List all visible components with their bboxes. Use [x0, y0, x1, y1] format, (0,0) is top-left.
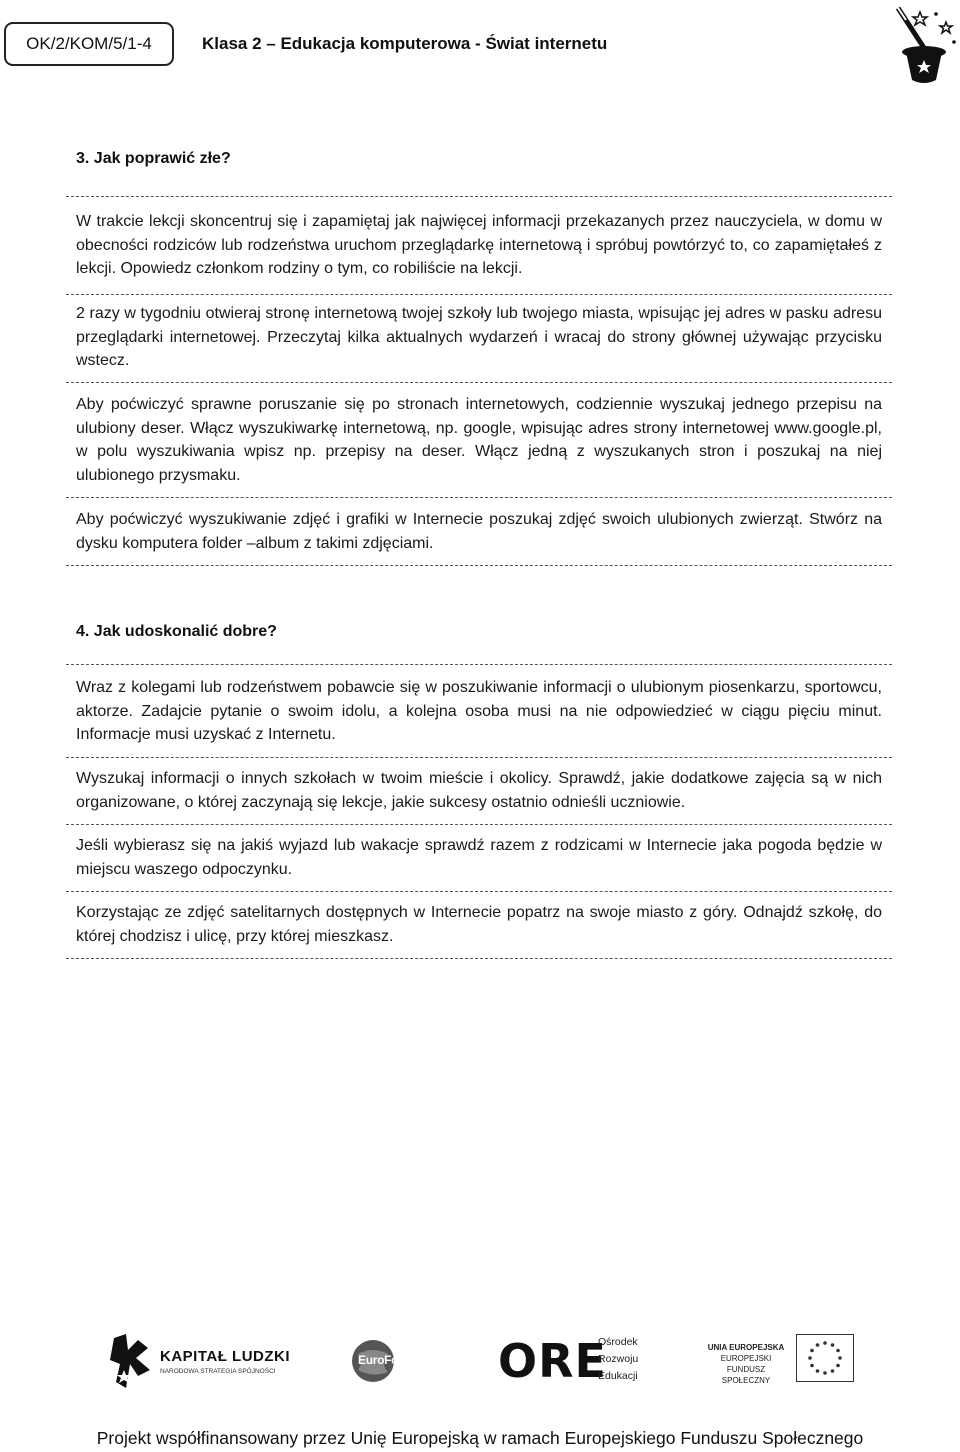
divider — [66, 891, 892, 892]
section-3-paragraph: 2 razy w tygodniu otwieraj stronę internetową twojej szkoły lub twojego miasta, wpisując jej adres w pasku adresu przeglądarki internetowej. Przeczytaj kilka aktualnych wydarzeń i wracaj do strony głównej używając przycisku wstecz. — [76, 305, 882, 369]
kapital-ludzki-logo — [108, 1330, 308, 1392]
section-4-paragraph: Jeśli wybierasz się na jakiś wyjazd lub wakacje sprawdź razem z rodzicami w Internecie jaka pogoda będzie w miejscu waszego odpoczynku. — [76, 837, 882, 878]
document-code: OK/2/KOM/5/1-4 — [4, 22, 174, 66]
section-4-heading: 4. Jak udoskonalić dobre? — [76, 623, 277, 640]
divider — [66, 664, 892, 665]
funding-logos — [0, 1320, 960, 1400]
section-3-paragraph: W trakcie lekcji skoncentruj się i zapamiętaj jak najwięcej informacji przekazanych przez nauczyciela, w domu w obecności rodziców lub rodzeństwa uruchom przeglądarkę internetową i spróbuj powtórzyć to, co zapamiętałeś z lekcji. Opowiedz członkom rodziny o tym, co robiliście na lekcji. — [76, 213, 882, 277]
section-3-paragraph: Aby poćwiczyć wyszukiwanie zdjęć i grafiki w Internecie poszukaj zdjęć swoich ulubionych zwierząt. Stwórz na dysku komputera folder –album z takimi zdjęciami. — [76, 511, 882, 552]
divider — [66, 824, 892, 825]
ore-line-2: Rozwoju — [598, 1353, 639, 1365]
eu-flag-icon — [796, 1334, 854, 1382]
euroforum-logo — [350, 1338, 440, 1384]
kapital-ludzki-emblem-icon — [108, 1330, 154, 1392]
ore-name: ORE — [498, 1334, 607, 1388]
divider — [66, 757, 892, 758]
euroforum-name: EuroForum — [358, 1353, 420, 1367]
ore-line-1: Ośrodek — [598, 1336, 638, 1348]
eu-line-3: FUNDUSZ SPOŁECZNY — [721, 1365, 771, 1385]
section-4-paragraph: Wyszukaj informacji o innych szkołach w twoim mieście i okolicy. Sprawdź, jakie dodatkowe zajęcia są w nich organizowane, o której zaczynają się lekcje, jakie sukcesy ostatnio odnieśli uczniowie. — [76, 770, 882, 811]
eu-line-1: UNIA EUROPEJSKA — [707, 1343, 785, 1352]
divider — [66, 294, 892, 295]
divider — [66, 565, 892, 566]
document-title: Klasa 2 – Edukacja komputerowa - Świat internetu — [202, 34, 608, 53]
divider — [66, 497, 892, 498]
funding-statement: Projekt współfinansowany przez Unię Europejską w ramach Europejskiego Funduszu Społecznego — [96, 1428, 864, 1448]
eu-line-2: EUROPEJSKI — [720, 1354, 772, 1363]
section-3-heading: 3. Jak poprawić złe? — [76, 150, 231, 167]
ore-line-3: Edukacji — [598, 1370, 638, 1382]
divider — [66, 196, 892, 197]
kapital-ludzki-tagline: NARODOWA STRATEGIA SPÓJNOŚCI — [160, 1368, 276, 1375]
page-header — [0, 0, 960, 90]
magic-hat-logo-icon — [884, 2, 960, 84]
divider — [66, 382, 892, 383]
divider — [66, 958, 892, 959]
section-3-paragraph: Aby poćwiczyć sprawne poruszanie się po stronach internetowych, codziennie wyszukaj jednego przepisu na ulubiony deser. Włącz wyszukiwarkę internetową, np. google, wpisując adres strony internetowej www.google.pl, w polu wyszukiwania wpisz np. przepisy na deser. Włącz jedną z wyszukanych stron i poszukaj na niej ulubionego przysmaku. — [76, 396, 882, 484]
kapital-ludzki-name: KAPITAŁ LUDZKI — [160, 1348, 291, 1365]
ore-logo — [498, 1332, 648, 1390]
section-4-paragraph: Korzystając ze zdjęć satelitarnych dostępnych w Internecie popatrz na swoje miasto z góry. Odnajdź szkołę, do której chodzisz i ulicę, przy której mieszkasz. — [76, 904, 882, 945]
section-4-paragraph: Wraz z kolegami lub rodzeństwem pobawcie się w poszukiwanie informacji o ulubionym piosenkarzu, sportowcu, aktorze. Zadajcie pytanie o swoim idolu, a kolejna osoba musi na nie odpowiedzieć w ciągu pięciu minut. Informacje musi uzyskać z Internetu. — [76, 679, 882, 743]
eu-logo — [700, 1332, 856, 1390]
